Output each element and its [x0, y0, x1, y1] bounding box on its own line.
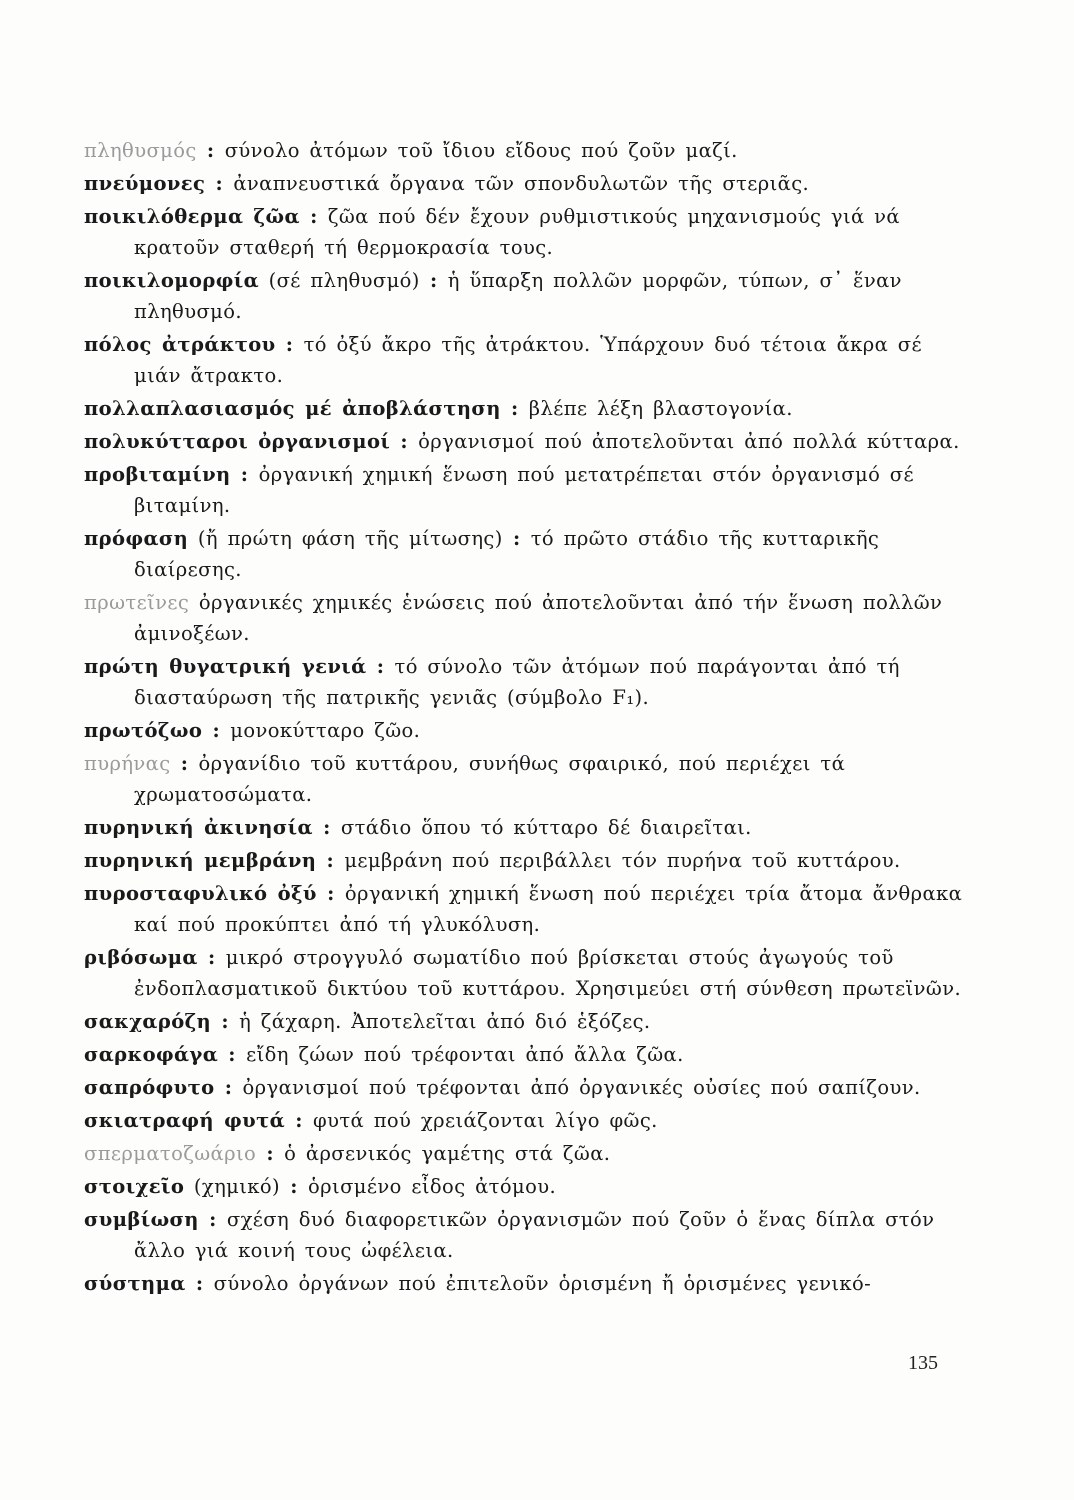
entry-term: σακχαρόζη — [84, 1010, 212, 1033]
entry-definition: σύνολο ἀτόμων τοῦ ἴδιου εἴδους πού ζοῦν μαζί. — [224, 139, 738, 162]
entry-separator: : — [185, 1272, 214, 1295]
glossary-entry — [84, 1171, 964, 1202]
glossary-entry — [84, 845, 964, 876]
glossary-entry — [84, 168, 964, 199]
entry-definition: ζῶα πού δέν ἔχουν ρυθμιστικούς μηχανισμούς γιά νά κρατοῦν σταθερή τή θερμοκρασία τους. — [134, 205, 900, 259]
entry-definition: εἴδη ζώων πού τρέφονται ἀπό ἄλλα ζῶα. — [246, 1043, 684, 1066]
glossary-entry — [84, 748, 964, 810]
page-number: 135 — [908, 1352, 938, 1374]
entry-separator: : — [230, 463, 259, 486]
entry-separator: : — [299, 205, 328, 228]
entry-separator: : — [280, 1175, 309, 1198]
entry-separator: : — [214, 1076, 243, 1099]
entry-qualifier: (σέ πληθυσμό) — [268, 269, 420, 292]
entry-term: πρωτόζωο — [84, 719, 203, 742]
entry-term: πόλος ἀτράκτου — [84, 333, 276, 356]
entry-definition: φυτά πού χρειάζονται λίγο φῶς. — [313, 1109, 658, 1132]
entry-definition: μεμβράνη πού περιβάλλει τόν πυρήνα τοῦ κυττάρου. — [344, 849, 901, 872]
entry-definition: ὀργανισμοί πού τρέφονται ἀπό ὀργανικές οὐσίες πού σαπίζουν. — [242, 1076, 921, 1099]
glossary-entry — [84, 393, 964, 424]
glossary-entry — [84, 1268, 964, 1299]
entry-term: πνεύμονες — [84, 172, 206, 195]
glossary-list — [84, 135, 964, 1301]
entry-term: σαπρόφυτο — [84, 1076, 215, 1099]
entry-separator: : — [316, 849, 345, 872]
entry-definition: ὀργανικές χημικές ἑνώσεις πού ἀποτελοῦνται ἀπό τήν ἕνωση πολλῶν ἀμινοξέων. — [134, 591, 943, 645]
glossary-entry — [84, 1072, 964, 1103]
entry-separator: : — [198, 1208, 227, 1231]
entry-definition: ἡ ζάχαρη. Ἀποτελεῖται ἀπό διό ἑξόζες. — [239, 1010, 651, 1033]
entry-separator: : — [197, 946, 226, 969]
entry-term: σπερματοζωάριο — [84, 1142, 257, 1165]
glossary-entry — [84, 942, 964, 1004]
entry-term: πυρηνική μεμβράνη — [84, 849, 317, 872]
entry-term: σαρκοφάγα — [84, 1043, 219, 1066]
glossary-entry — [84, 1204, 964, 1266]
entry-definition: τό σύνολο τῶν ἀτόμων πού παράγονται ἀπό τή διασταύρωση τῆς πατρικῆς γενιᾶς (σύμβολο F₁). — [134, 655, 900, 709]
entry-term: ποικιλομορφία — [84, 269, 259, 292]
entry-definition: ἡ ὕπαρξη πολλῶν μορφῶν, τύπων, σ᾽ ἕναν πληθυσμό. — [134, 269, 902, 323]
entry-qualifier: (ἤ πρώτη φάση τῆς μίτωσης) — [197, 527, 503, 550]
entry-separator: : — [390, 430, 419, 453]
glossary-entry — [84, 587, 964, 649]
glossary-entry — [84, 426, 964, 457]
glossary-entry — [84, 812, 964, 843]
entry-definition: ὀργανική χημική ἕνωση πού μετατρέπεται στόν ὀργανισμό σέ βιταμίνη. — [134, 463, 915, 517]
entry-term: σύστημα — [84, 1272, 186, 1295]
entry-separator: : — [419, 269, 448, 292]
entry-separator: : — [218, 1043, 247, 1066]
glossary-entry — [84, 878, 964, 940]
entry-separator: : — [502, 527, 531, 550]
entry-separator: : — [205, 172, 234, 195]
entry-definition: τό ὀξύ ἄκρο τῆς ἀτράκτου. Ὑπάρχουν δυό τέτοια ἄκρα σέ μιάν ἄτρακτο. — [134, 333, 923, 387]
entry-term: ριβόσωμα — [84, 946, 198, 969]
entry-term: πρόφαση — [84, 527, 189, 550]
entry-definition: ὀργανίδιο τοῦ κυττάρου, συνήθως σφαιρικό, πού περιέχει τά χρωματοσώματα. — [134, 752, 846, 806]
entry-separator: : — [366, 655, 395, 678]
glossary-entry — [84, 1105, 964, 1136]
glossary-entry — [84, 201, 964, 263]
entry-separator: : — [316, 882, 345, 905]
entry-definition: ὀργανισμοί πού ἀποτελοῦνται ἀπό πολλά κύτταρα. — [418, 430, 960, 453]
entry-term: πυρήνας — [84, 752, 171, 775]
glossary-entry — [84, 135, 964, 166]
entry-definition: σύνολο ὀργάνων πού ἐπιτελοῦν ὁρισμένη ἤ ὁρισμένες γενικό- — [213, 1272, 872, 1295]
entry-term: πρώτη θυγατρική γενιά — [84, 655, 367, 678]
entry-definition: ἀναπνευστικά ὄργανα τῶν σπονδυλωτῶν τῆς στεριᾶς. — [233, 172, 810, 195]
entry-definition: σχέση δυό διαφορετικῶν ὀργανισμῶν πού ζοῦν ὁ ἕνας δίπλα στόν ἄλλο γιά κοινή τους ὠφέλεια. — [134, 1208, 935, 1262]
entry-definition: τό πρῶτο στάδιο τῆς κυτταρικῆς διαίρεσης. — [134, 527, 880, 581]
glossary-entry — [84, 715, 964, 746]
entry-term: συμβίωση — [84, 1208, 199, 1231]
glossary-entry — [84, 1138, 964, 1169]
entry-term: σκιατραφή φυτά — [84, 1109, 286, 1132]
entry-term: πληθυσμός — [84, 139, 197, 162]
entry-separator: : — [196, 139, 225, 162]
glossary-entry — [84, 523, 964, 585]
entry-definition: ὁ ἀρσενικός γαμέτης στά ζῶα. — [284, 1142, 611, 1165]
entry-term: ποικιλόθερμα ζῶα — [84, 205, 300, 228]
glossary-entry — [84, 459, 964, 521]
entry-separator: : — [285, 1109, 314, 1132]
entry-definition: μονοκύτταρο ζῶο. — [230, 719, 421, 742]
glossary-entry — [84, 1039, 964, 1070]
entry-separator: : — [170, 752, 199, 775]
entry-separator: : — [500, 397, 529, 420]
entry-definition: ὁρισμένο εἶδος ἀτόμου. — [308, 1175, 557, 1198]
entry-term: πρωτεῖνες — [84, 591, 190, 614]
entry-definition: στάδιο ὅπου τό κύτταρο δέ διαιρεῖται. — [340, 816, 752, 839]
glossary-entry — [84, 329, 964, 391]
entry-term: προβιταμίνη — [84, 463, 231, 486]
entry-separator: : — [211, 1010, 240, 1033]
glossary-entry — [84, 651, 964, 713]
glossary-entry — [84, 1006, 964, 1037]
entry-definition: βλέπε λέξη βλαστογονία. — [528, 397, 793, 420]
entry-term: πυρηνική ἀκινησία — [84, 816, 313, 839]
entry-separator: : — [256, 1142, 285, 1165]
entry-definition: ὀργανική χημική ἕνωση πού περιέχει τρία ἄτομα ἄνθρακα καί πού προκύπτει ἀπό τή γλυκόλυση. — [134, 882, 963, 936]
entry-term: στοιχεῖο — [84, 1175, 185, 1198]
entry-term: πυροσταφυλικό ὀξύ — [84, 882, 317, 905]
entry-separator: : — [275, 333, 304, 356]
entry-definition: μικρό στρογγυλό σωματίδιο πού βρίσκεται στούς ἀγωγούς τοῦ ἐνδοπλασματικοῦ δικτύου τοῦ κυττάρου. Χρησιμεύει στή σύνθεση πρωτεϊνῶν. — [134, 946, 962, 1000]
entry-qualifier: (χημικό) — [193, 1175, 281, 1198]
glossary-entry — [84, 265, 964, 327]
entry-term: πολυκύτταροι ὀργανισμοί — [84, 430, 391, 453]
entry-separator: : — [202, 719, 231, 742]
entry-term: πολλαπλασιασμός μέ ἀποβλάστηση — [84, 397, 501, 420]
entry-separator: : — [312, 816, 341, 839]
